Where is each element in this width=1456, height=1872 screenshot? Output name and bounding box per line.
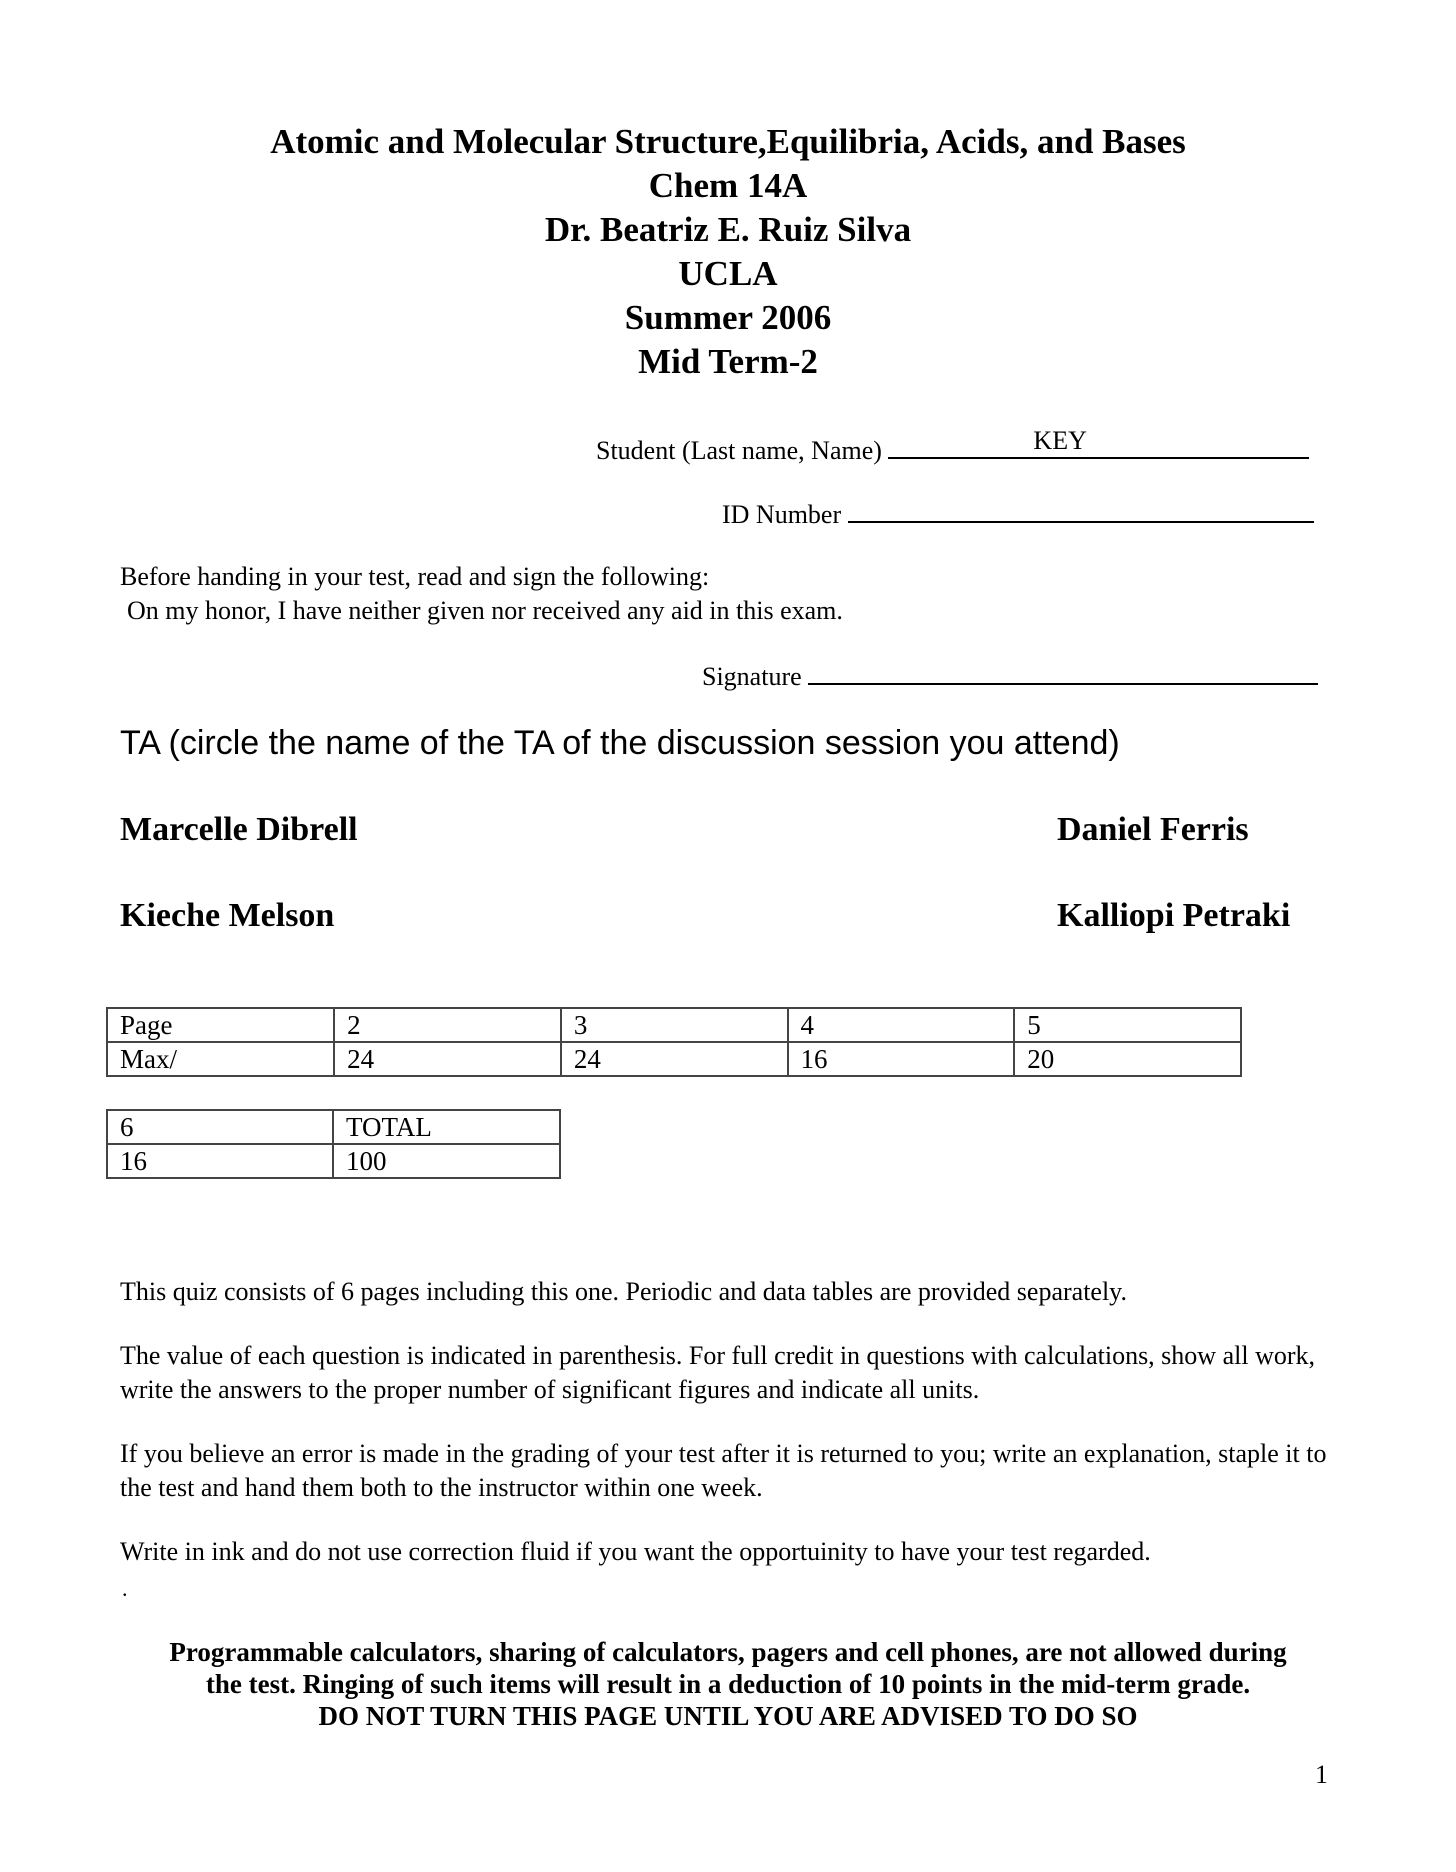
ta-name-kalliopi[interactable]: Kalliopi Petraki: [1057, 897, 1291, 934]
table-cell: 5: [1014, 1008, 1241, 1042]
warning-line-1: Programmable calculators, sharing of calculators, pagers and cell phones, are not allowed during: [169, 1637, 1287, 1667]
warning-line-3: DO NOT TURN THIS PAGE UNTIL YOU ARE ADVISED TO DO SO: [318, 1701, 1138, 1731]
signature-blank[interactable]: [808, 657, 1318, 685]
score-table-total: [106, 1109, 561, 1179]
table-row: [107, 1144, 560, 1178]
table-row: [107, 1008, 1241, 1042]
student-name-field: [596, 426, 1309, 467]
honor-instruction: Before handing in your test, read and sign the following:: [120, 562, 710, 591]
table-cell: 4: [788, 1008, 1015, 1042]
table-row: [107, 1110, 560, 1144]
table-cell: 20: [1014, 1042, 1241, 1076]
table-cell: 16: [107, 1144, 333, 1178]
instruction-regrade: If you believe an error is made in the grading of your test after it is returned to you; write an explanation, staple it to the test and hand them both to the instructor within one week.: [120, 1439, 1327, 1502]
ta-name-marcelle[interactable]: Marcelle Dibrell: [120, 811, 358, 848]
table-cell: 3: [561, 1008, 788, 1042]
table-cell: 24: [561, 1042, 788, 1076]
instructor-name: Dr. Beatriz E. Ruiz Silva: [544, 210, 912, 249]
id-number-blank[interactable]: [848, 495, 1314, 523]
instruction-pages: This quiz consists of 6 pages including this one. Periodic and data tables are provided separately.: [120, 1277, 1127, 1306]
score-table-pages-2-5: [106, 1007, 1242, 1077]
term: Summer 2006: [624, 298, 832, 337]
course-code: Chem 14A: [648, 166, 808, 205]
calculator-warning: [0, 1636, 1456, 1732]
signature-field: [702, 657, 1318, 693]
warning-line-2: the test. Ringing of such items will result in a deduction of 10 points in the mid-term grade.: [205, 1669, 1251, 1699]
ta-heading: TA (circle the name of the TA of the discussion session you attend): [120, 724, 1120, 762]
student-name-value: KEY: [1033, 426, 1087, 455]
university: UCLA: [678, 254, 778, 293]
table-cell: Page: [107, 1008, 334, 1042]
ta-name-daniel[interactable]: Daniel Ferris: [1057, 811, 1249, 848]
ta-name-kieche[interactable]: Kieche Melson: [120, 897, 335, 934]
table-cell: TOTAL: [333, 1110, 560, 1144]
exam-header: [0, 120, 1456, 384]
table-cell: 6: [107, 1110, 333, 1144]
id-number-label: ID Number: [722, 500, 842, 529]
instructions: [120, 1275, 1335, 1599]
instruction-grading: The value of each question is indicated in parenthesis. For full credit in questions with calculations, show all work, write the answers to the proper number of significant figures and indicate all units.: [120, 1341, 1315, 1404]
table-row: [107, 1042, 1241, 1076]
instruction-ink: Write in ink and do not use correction fluid if you want the opportuinity to have your test regarded.: [120, 1537, 1151, 1566]
honor-pledge: On my honor, I have neither given nor received any aid in this exam.: [127, 596, 843, 625]
honor-statement: [120, 560, 843, 628]
signature-label: Signature: [702, 662, 802, 691]
course-title: Atomic and Molecular Structure,Equilibria, Acids, and Bases: [270, 122, 1186, 161]
id-number-field: [722, 495, 1314, 531]
table-cell: 16: [788, 1042, 1015, 1076]
table-cell: 24: [334, 1042, 561, 1076]
table-cell: 2: [334, 1008, 561, 1042]
student-name-blank[interactable]: [888, 426, 1309, 459]
stray-mark: .: [122, 1576, 128, 1601]
page-number: 1: [1315, 1760, 1328, 1789]
table-cell: 100: [333, 1144, 560, 1178]
student-name-label: Student (Last name, Name): [596, 436, 882, 465]
table-cell: Max/: [107, 1042, 334, 1076]
exam-name: Mid Term-2: [638, 342, 818, 381]
